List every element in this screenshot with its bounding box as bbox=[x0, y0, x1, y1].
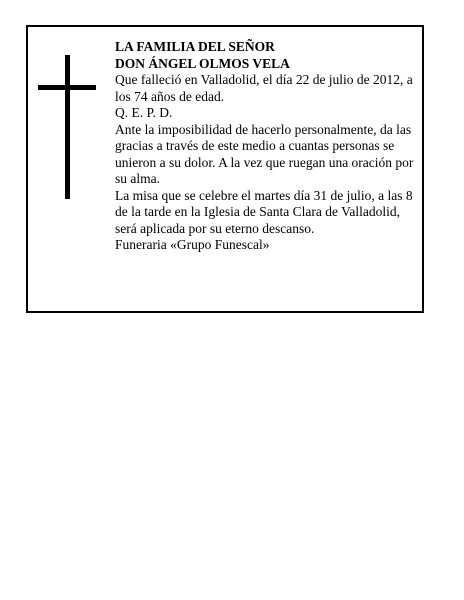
mass-paragraph: La misa que se celebre el martes día 31 de julio, a las 8 de la tarde en la Iglesia de Santa Clara de Valladolid, será aplicada por su eterno descanso. bbox=[115, 187, 413, 236]
qepd: Q. E. P. D. bbox=[115, 105, 173, 120]
thanks-paragraph: Ante la imposibilidad de hacerlo personalmente, da las gracias a través de este medio a cuantas personas se unieron a su dolor. A la vez que ruegan una oración por su alma. bbox=[115, 121, 414, 186]
death-info: Que falleció en Valladolid, el día 22 de julio de 2012, a los 74 años de edad. bbox=[115, 72, 413, 104]
notice-text bbox=[115, 39, 420, 254]
heading-line-2: DON ÁNGEL OLMOS VELA bbox=[115, 55, 290, 71]
cross-vertical-bar bbox=[65, 55, 70, 199]
obituary-notice bbox=[26, 25, 424, 313]
heading-line-1: LA FAMILIA DEL SEÑOR bbox=[115, 39, 275, 54]
funeral-home: Funeraria «Grupo Funescal» bbox=[115, 237, 270, 252]
latin-cross-icon bbox=[38, 55, 96, 199]
cross-horizontal-bar bbox=[38, 85, 96, 90]
